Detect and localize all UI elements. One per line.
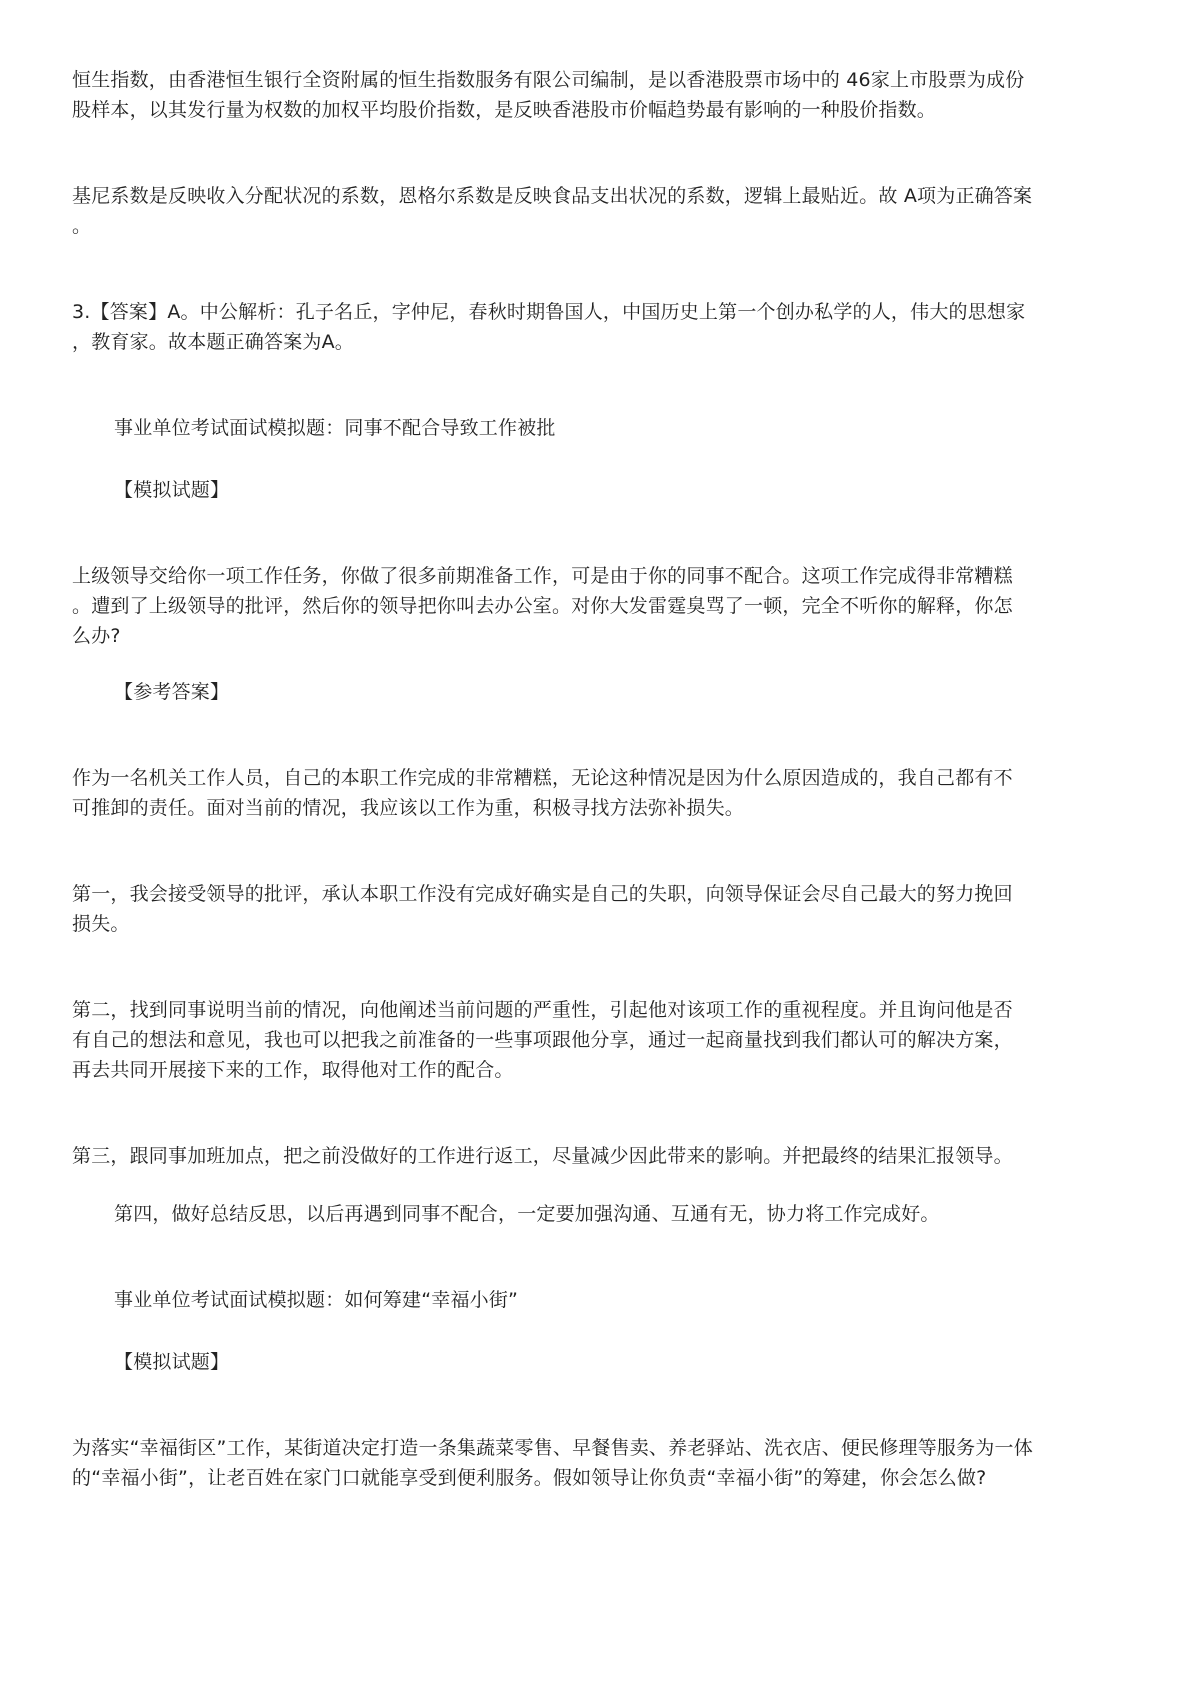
section-2-question-label: 【模拟试题】	[114, 1351, 230, 1373]
section-1-title: 事业单位考试面试模拟题：同事不配合导致工作被批	[114, 417, 556, 439]
section-2-question-line-2: 的“幸福小街”，让老百姓在家门口就能享受到便利服务。假如领导让你负责“幸福小街”的筹建，你会怎么做?	[72, 1467, 987, 1489]
section-1-question-line-3: 么办?	[72, 625, 121, 647]
section-1-second-line-3: 再去共同开展接下来的工作，取得他对工作的配合。	[72, 1059, 514, 1081]
section-2-title: 事业单位考试面试模拟题：如何筹建“幸福小街”	[114, 1289, 519, 1311]
paragraph-hangseng-line-2: 股样本，以其发行量为权数的加权平均股价指数，是反映香港股市价幅趋势最有影响的一种股价指数。	[72, 99, 937, 121]
paragraph-gini-line-2: 。	[72, 215, 92, 237]
paragraph-hangseng-line-1: 恒生指数，由香港恒生银行全资附属的恒生指数服务有限公司编制，是以香港股票市场中的 46家上市股票为成份	[72, 69, 1025, 91]
answer-3-line-1: 3.【答案】A。中公解析：孔子名丘，字仲尼，春秋时期鲁国人，中国历史上第一个创办私学的人，伟大的思想家	[72, 301, 1026, 323]
paragraph-gini-line-1: 基尼系数是反映收入分配状况的系数，恩格尔系数是反映食品支出状况的系数，逻辑上最贴近。故 A项为正确答案	[72, 185, 1033, 207]
section-1-second-line-1: 第二，找到同事说明当前的情况，向他阐述当前问题的严重性，引起他对该项工作的重视程度。并且询问他是否	[72, 999, 1013, 1021]
section-1-question-line-1: 上级领导交给你一项工作任务，你做了很多前期准备工作，可是由于你的同事不配合。这项工作完成得非常糟糕	[72, 565, 1013, 587]
section-1-first-line-1: 第一，我会接受领导的批评，承认本职工作没有完成好确实是自己的失职，向领导保证会尽自己最大的努力挽回	[72, 883, 1013, 905]
answer-3-line-2: ，教育家。故本题正确答案为A。	[72, 331, 354, 353]
section-1-answer-label: 【参考答案】	[114, 681, 230, 703]
section-1-question-line-2: 。遭到了上级领导的批评，然后你的领导把你叫去办公室。对你大发雷霆臭骂了一顿，完全不听你的解释，你怎	[72, 595, 1013, 617]
section-1-question-label: 【模拟试题】	[114, 479, 230, 501]
section-1-first-line-2: 损失。	[72, 913, 130, 935]
section-1-fourth: 第四，做好总结反思，以后再遇到同事不配合，一定要加强沟通、互通有无，协力将工作完成好。	[114, 1203, 940, 1225]
section-1-intro-line-1: 作为一名机关工作人员，自己的本职工作完成的非常糟糕，无论这种情况是因为什么原因造成的，我自己都有不	[72, 767, 1013, 789]
section-1-third: 第三，跟同事加班加点，把之前没做好的工作进行返工，尽量减少因此带来的影响。并把最终的结果汇报领导。	[72, 1145, 1013, 1167]
section-1-second-line-2: 有自己的想法和意见，我也可以把我之前准备的一些事项跟他分享，通过一起商量找到我们都认可的解决方案，	[72, 1029, 1013, 1051]
section-1-intro-line-2: 可推卸的责任。面对当前的情况，我应该以工作为重，积极寻找方法弥补损失。	[72, 797, 745, 819]
section-2-question-line-1: 为落实“幸福街区”工作，某街道决定打造一条集蔬菜零售、早餐售卖、养老驿站、洗衣店、便民修理等服务为一体	[72, 1437, 1033, 1459]
